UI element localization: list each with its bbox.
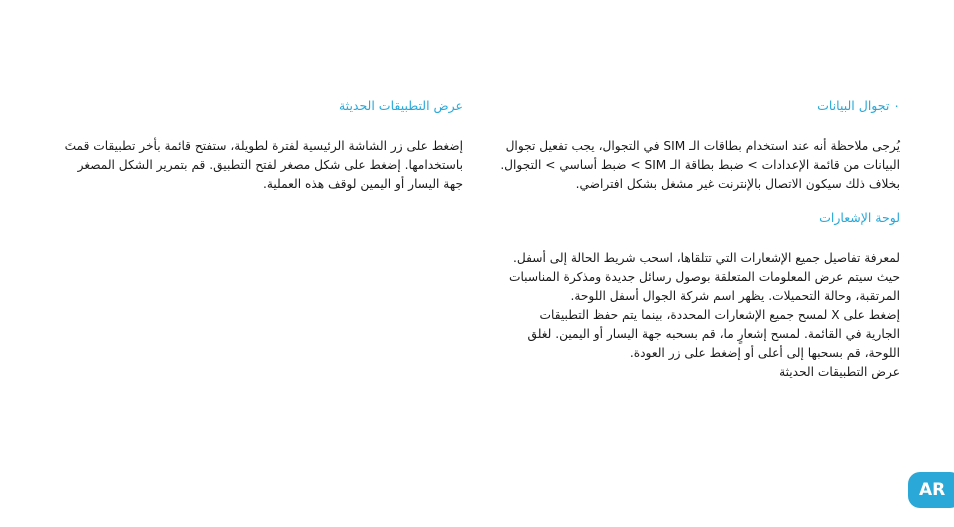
left-column: [58, 97, 463, 194]
paragraph-line: حيث سيتم عرض المعلومات المتعلقة بوصول رسائل جديدة ومذكرة المناسبات: [508, 270, 900, 284]
paragraph-line: عرض التطبيقات الحديثة: [779, 365, 900, 379]
language-badge: AR: [908, 472, 954, 508]
paragraph-line: باستخدامها. إضغط على شكل مصغر لفتح التطبيق. قم بتمرير الشكل المصغر: [77, 158, 463, 172]
data-roaming-heading: ٠ تجوال البيانات: [817, 98, 900, 113]
notification-panel-heading: لوحة الإشعارات: [819, 210, 900, 225]
paragraph-line: جهة اليسار أو اليمين لوقف هذه العملية.: [262, 177, 463, 191]
right-column: [500, 97, 900, 382]
notification-panel-paragraph: [500, 249, 900, 382]
paragraph-line: البيانات من قائمة الإعدادات > ضبط بطاقة الـ SIM > ضبط أساسي > التجوال.: [500, 158, 900, 172]
paragraph-line: يُرجى ملاحظة أنه عند استخدام بطاقات الـ SIM في التجوال، يجب تفعيل تجوال: [505, 139, 900, 153]
paragraph-line: الجارية في القائمة. لمسح إشعارٍ ما، قم بسحبه جهة اليسار أو اليمين. لغلق: [527, 327, 900, 341]
paragraph-line: لمعرفة تفاصيل جميع الإشعارات التي تتلقاها، اسحب شريط الحالة إلى أسفل.: [513, 251, 900, 265]
paragraph-line: اللوحة، قم بسحبها إلى أعلى أو إضغط على زر العودة.: [629, 346, 900, 360]
recent-apps-heading: عرض التطبيقات الحديثة: [338, 98, 463, 113]
data-roaming-paragraph: [500, 137, 900, 194]
paragraph-line: إضغط على زر الشاشة الرئيسية لفترة لطويلة، ستفتح قائمة بأخر تطبيقات قمتَ: [64, 139, 463, 153]
recent-apps-paragraph: [58, 137, 463, 194]
paragraph-line: بخلاف ذلك سيكون الاتصال بالإنترنت غير مشغل بشكل افتراضي.: [575, 177, 900, 191]
paragraph-line: المرتقبة، وحالة التحميلات. يظهر اسم شركة الجوال أسفل اللوحة.: [570, 289, 900, 303]
paragraph-line: إضغط على X لمسح جميع الإشعارات المحددة، بينما يتم حفظ التطبيقات: [539, 308, 900, 322]
